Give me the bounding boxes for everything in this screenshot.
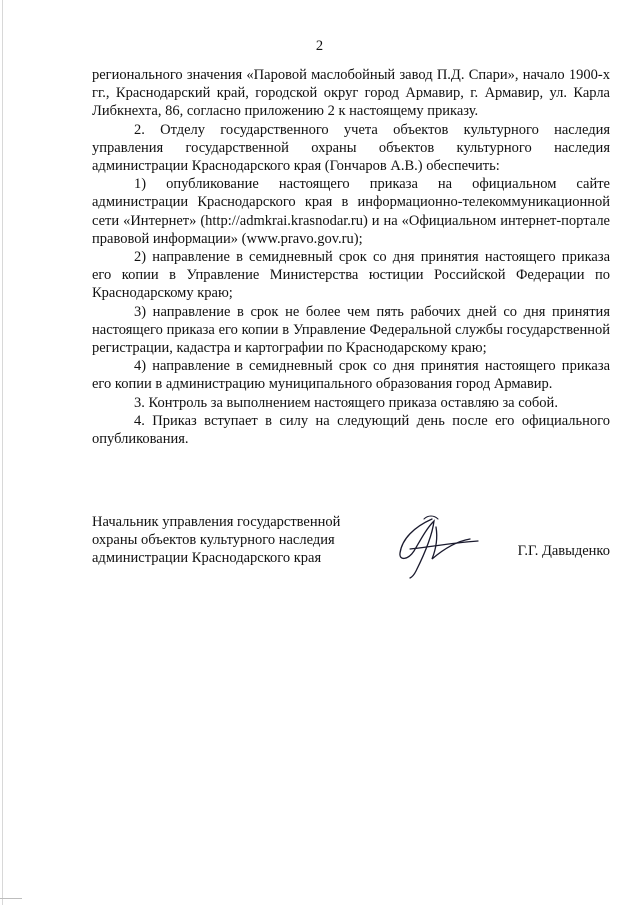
signatory-title-line: администрации Краснодарского края — [92, 550, 322, 567]
scan-edge-mark — [0, 898, 22, 899]
handwritten-signature-icon — [374, 513, 494, 579]
paragraph-3: 1) опубликование настоящего приказа на официальном сайте администрации Краснодарского края в информационно-телекоммуникационной сети «Интернет» (http://admkrai.krasnodar.ru) и на «Официальном интернет-портале правовой информации» (www.pravo.gov.ru); — [92, 176, 610, 247]
scan-edge-line — [2, 0, 3, 905]
signatory-title-line: Начальник управления государственной — [92, 514, 341, 530]
signatory-title-line: охраны объектов культурного наследия — [92, 532, 335, 549]
paragraph-7: 3. Контроль за выполнением настоящего приказа оставляю за собой. — [134, 394, 558, 411]
page-number: 2 — [315, 38, 324, 54]
paragraph-6: 4) направление в семидневный срок со дня принятия настоящего приказа его копии в администрацию муниципального образования город Армавир. — [92, 358, 610, 393]
paragraph-4: 2) направление в семидневный срок со дня принятия настоящего приказа его копии в Управление Министерства юстиции Российской Федерации по Краснодарскому краю; — [92, 249, 610, 302]
signatory-title — [92, 513, 372, 568]
document-body — [92, 66, 610, 448]
paragraph-2: 2. Отделу государственного учета объектов культурного наследия управления государственной охраны объектов культурного наследия администрации Краснодарского края (Гончаров А.В.) обеспечить: — [92, 121, 610, 175]
paragraph-1: регионального значения «Паровой маслобойный завод П.Д. Спари», начало 1900-х гг., Краснодарский край, городской округ город Армавир, г. Армавир, ул. Карла Либкнехта, 86, согласно приложению 2 к настоящему приказу. — [92, 67, 610, 120]
signatory-name: Г.Г. Давыденко — [517, 543, 610, 559]
paragraph-5: 3) направление в срок не более чем пять рабочих дней со дня принятия настоящего приказа его копии в Управление Федеральной службы государственной регистрации, кадастра и картографии по Краснодарскому краю; — [92, 303, 610, 357]
paragraph-8: 4. Приказ вступает в силу на следующий день после его официального опубликования. — [92, 412, 610, 448]
signature-block — [92, 513, 610, 583]
